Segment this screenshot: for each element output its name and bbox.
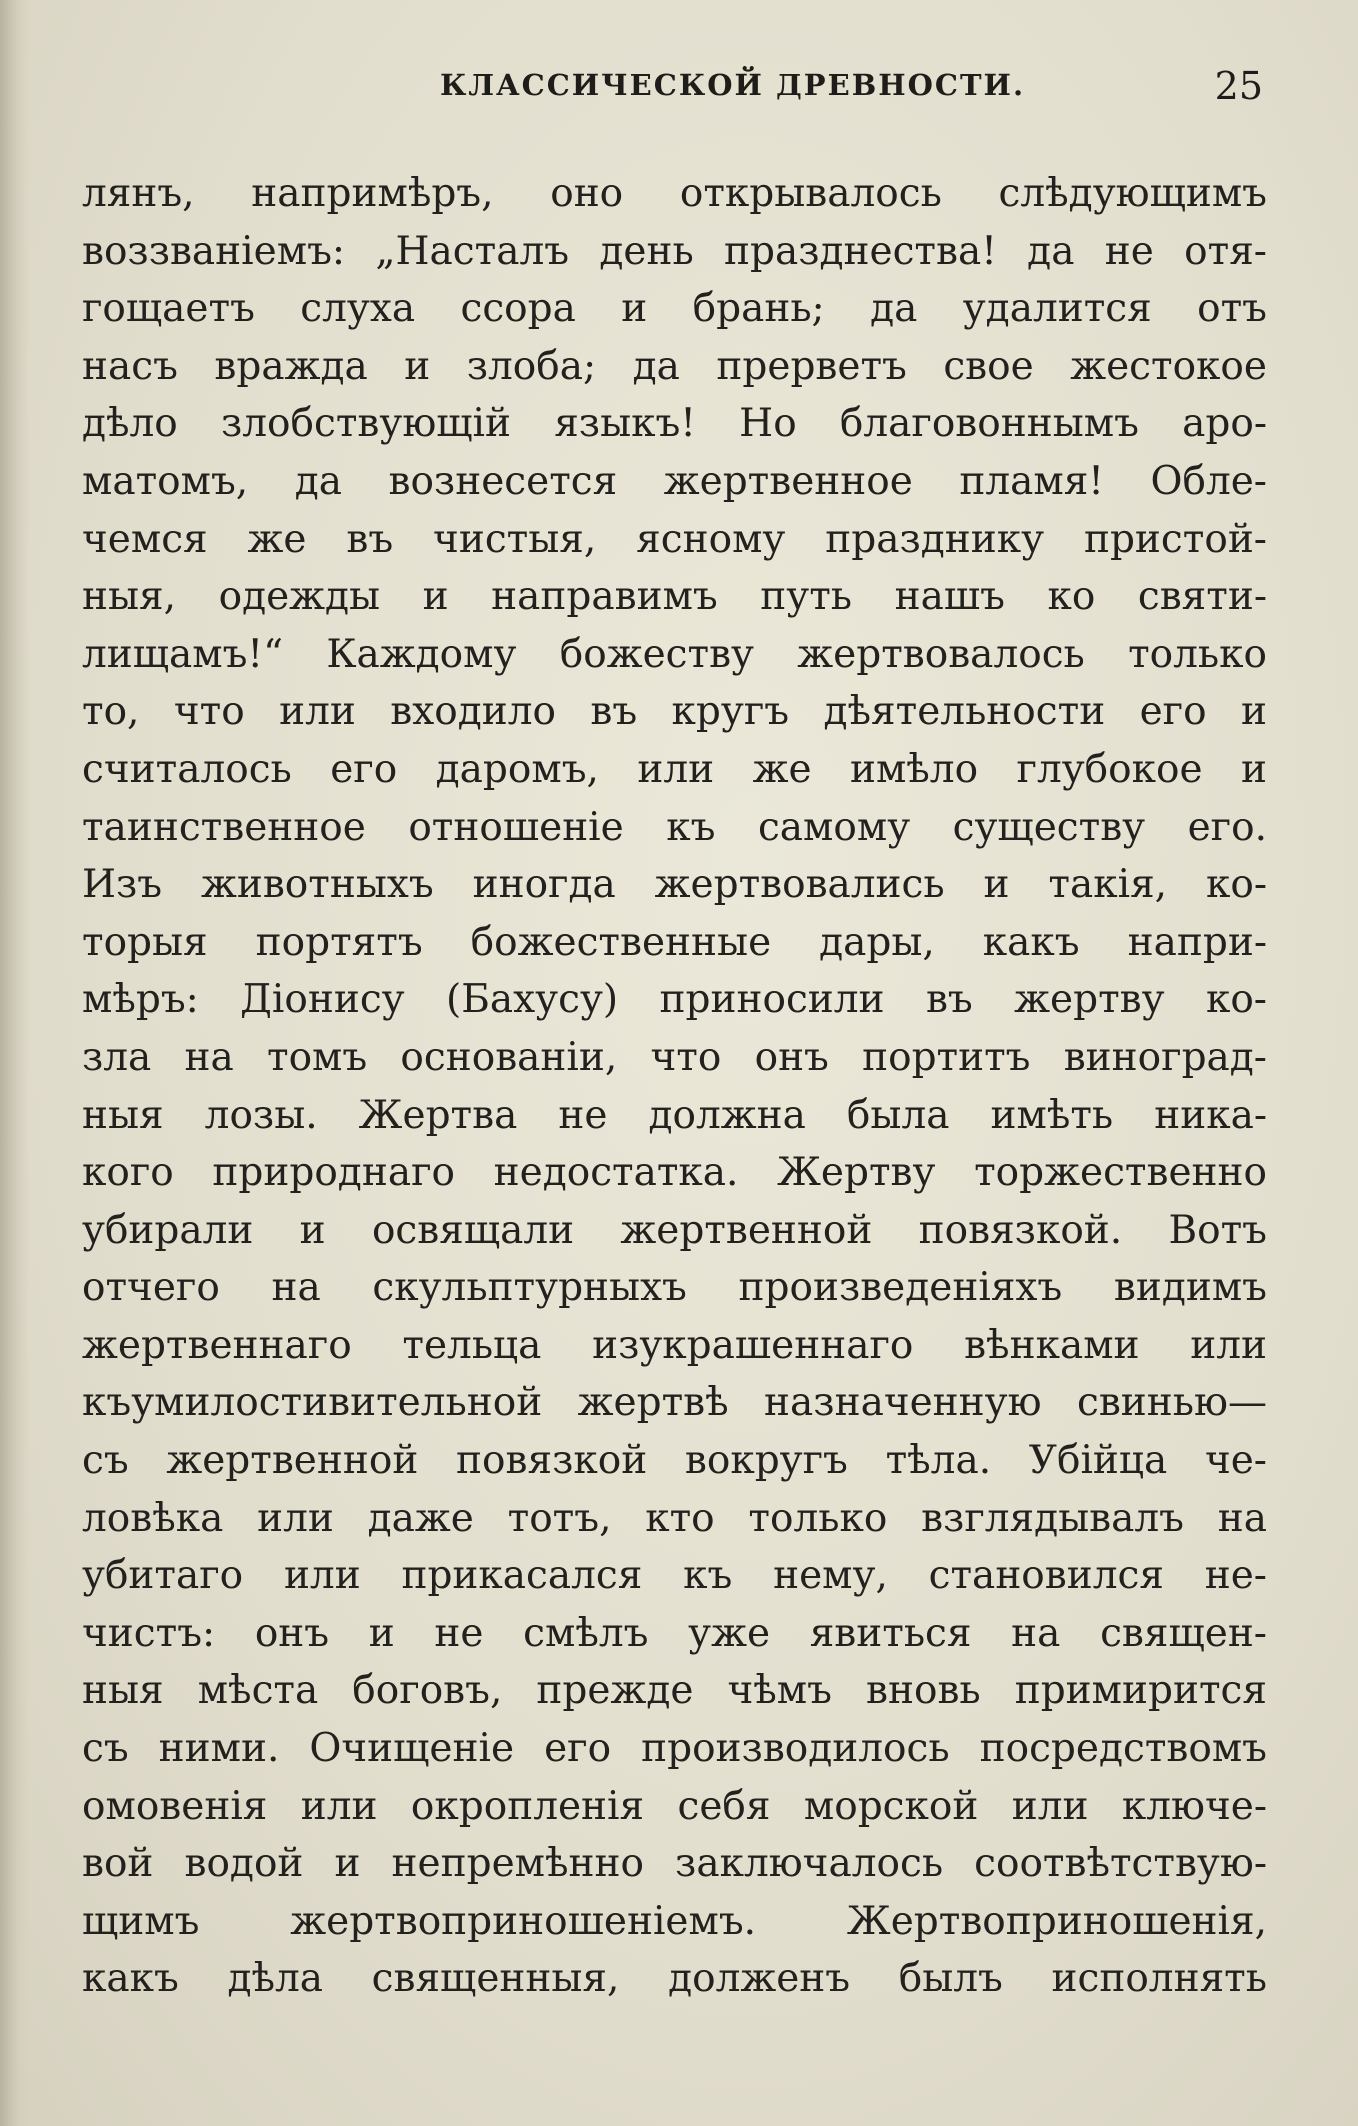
text-line: чистъ: онъ и не смѣлъ уже явиться на священ- [82, 1610, 1267, 1656]
text-line: ныя, одежды и направимъ путь нашъ ко святи- [82, 574, 1267, 620]
text-line: убирали и освящали жертвенной повязкой. Вотъ [82, 1207, 1267, 1253]
text-line: зла на томъ основаніи, что онъ портитъ виноград- [82, 1034, 1267, 1080]
text-line: насъ вражда и злоба; да прерветъ свое жестокое [82, 343, 1267, 389]
body-text [82, 165, 1267, 2008]
text-line: воззваніемъ: „Насталъ день празднества! да не отя- [82, 228, 1267, 274]
text-line: съ жертвенной повязкой вокругъ тѣла. Убійца че- [82, 1438, 1267, 1484]
text-line: съ ними. Очищеніе его производилось посредствомъ [82, 1726, 1267, 1772]
text-line: ныя лозы. Жертва не должна была имѣть ника- [82, 1092, 1267, 1138]
text-line: лищамъ!“ Каждому божеству жертвовалось только [82, 631, 1267, 677]
running-head: КЛАССИЧЕСКОЙ ДРЕВНОСТИ. [440, 68, 1026, 102]
text-line: мѣръ: Діонису (Бахусу) приносили въ жертву ко- [82, 977, 1267, 1023]
text-line: ловѣка или даже тотъ, кто только взглядывалъ на [82, 1495, 1267, 1541]
text-line: то, что или входило въ кругъ дѣятельности его и [82, 689, 1267, 735]
text-line: вой водой и непремѣнно заключалось соотвѣтствую- [82, 1841, 1267, 1887]
text-line: считалось его даромъ, или же имѣло глубокое и [82, 746, 1267, 792]
text-line: ныя мѣста боговъ, прежде чѣмъ вновь примирится [82, 1668, 1267, 1714]
text-line: дѣло злобствующій языкъ! Но благовоннымъ аро- [82, 401, 1267, 447]
text-line: отчего на скульптурныхъ произведеніяхъ видимъ [82, 1265, 1267, 1311]
text-line: къумилостивительной жертвѣ назначенную свинью— [82, 1380, 1267, 1426]
text-line: какъ дѣла священныя, долженъ былъ исполнять [82, 1956, 1267, 2002]
page-number: 25 [1214, 64, 1263, 108]
text-line: матомъ, да вознесется жертвенное пламя! Обле- [82, 458, 1267, 504]
text-line: омовенія или окропленія себя морской или ключе- [82, 1783, 1267, 1829]
text-line: гощаетъ слуха ссора и брань; да удалится отъ [82, 286, 1267, 332]
text-line: жертвеннаго тельца изукрашеннаго вѣнками или [82, 1322, 1267, 1368]
text-line: торыя портятъ божественные дары, какъ напри- [82, 919, 1267, 965]
text-line: щимъ жертвоприношеніемъ. Жертвоприношенія, [82, 1898, 1267, 1944]
text-line: лянъ, напримѣръ, оно открывалось слѣдующимъ [82, 171, 1267, 216]
text-line: кого природнаго недостатка. Жертву торжественно [82, 1150, 1267, 1196]
text-line: таинственное отношеніе къ самому существу его. [82, 804, 1267, 850]
text-line: Изъ животныхъ иногда жертвовались и такія, ко- [82, 862, 1267, 908]
text-line: чемся же въ чистыя, ясному празднику пристой- [82, 516, 1267, 562]
text-line: убитаго или прикасался къ нему, становился не- [82, 1553, 1267, 1599]
